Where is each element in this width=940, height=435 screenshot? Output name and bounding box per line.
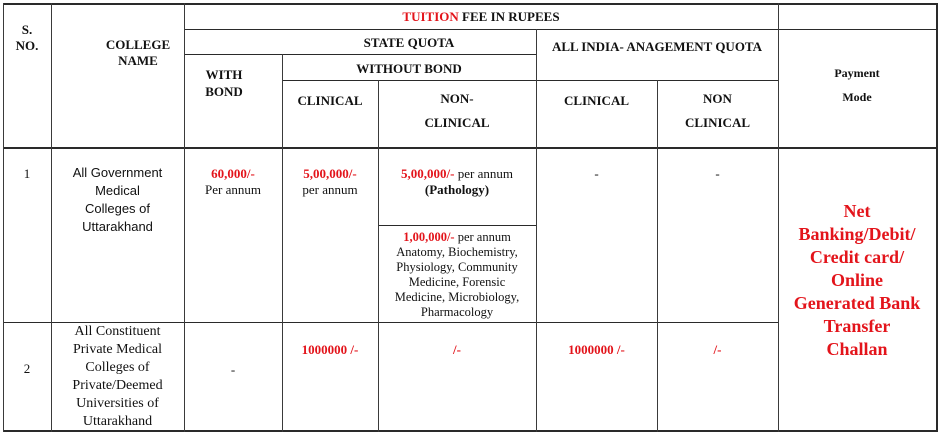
border-below-header [3,147,938,149]
college-name-line: Universities of [76,396,159,411]
header-ai-clinical: CLINICAL [563,93,629,108]
payment-line: Credit card/ [809,247,905,267]
border-after-state-quota [536,29,537,432]
header-fee-in-rupees: FEE IN RUPEES [458,9,560,24]
college-name-line: Colleges of [85,360,150,375]
header-payment-line: Mode [842,90,872,104]
row-2-college-name [51,323,184,431]
college-name-line: Uttarakhand [82,219,153,234]
with-bond-unit: Per annum [205,182,261,197]
pathology-amount: 5,00,000/- [401,166,455,181]
row-2-with-bond: - [230,362,236,377]
college-name-line: All Constituent [74,324,161,339]
header-sno-line: NO. [15,38,39,53]
header-state-non-clinical [378,87,536,135]
payment-mode-value [778,200,936,361]
header-college-line: COLLEGE [105,37,171,52]
border-below-without-bond [282,80,536,81]
state-clinical-unit: per annum [302,182,358,197]
header-state-non-clinical-line: NON- [440,91,474,106]
header-payment-mode [778,61,936,109]
header-sno [3,22,51,54]
subjects-line: Anatomy, Biochemistry, [396,245,518,259]
header-payment-line: Payment [834,66,880,80]
row-1-ai-clinical: - [594,166,599,181]
college-name-line: Colleges of [84,201,151,216]
header-tuition-fee [184,9,778,25]
header-tuition-word: TUITION [402,9,459,24]
header-state-quota: STATE QUOTA [363,35,455,50]
row-2-ai-non-clinical: /- [713,342,722,357]
subjects-line: Medicine, Forensic [408,275,506,289]
header-without-bond: WITHOUT BOND [356,61,462,76]
header-with-bond-line: WITH [205,67,243,82]
others-amount: 1,00,000/- [403,230,455,244]
header-college-line: NAME [118,53,158,68]
payment-line: Net [843,201,871,221]
header-all-india-quota: ALL INDIA- ANAGEMENT QUOTA [551,39,763,54]
pathology-subject: (Pathology) [424,182,490,197]
header-state-non-clinical-line: CLINICAL [424,115,490,130]
border-below-state-quota [184,54,536,55]
with-bond-amount: 60,000/- [211,166,255,181]
border-after-with-bond [282,54,283,432]
state-clinical-amount: 5,00,000/- [303,166,357,181]
college-name-line: Medical [95,183,140,198]
payment-line: Transfer [823,316,891,336]
header-with-bond-line: BOND [205,84,243,99]
header-state-clinical: CLINICAL [297,93,363,108]
row-1-state-clinical [282,166,378,198]
row-1-state-non-clinical-pathology [378,166,536,198]
subjects-line: Physiology, Community [396,260,518,274]
payment-line: Challan [826,339,888,359]
row-2-ai-clinical: 1000000 /- [568,342,625,357]
college-name-line: Private/Deemed [72,378,163,393]
border-top [3,3,938,5]
row-1-with-bond [184,166,282,198]
payment-line: Online [830,270,883,290]
header-college-name [90,37,186,69]
header-ai-non-clinical [657,87,778,135]
college-name-line: All Government [72,165,163,180]
row-1-college-name [51,164,184,236]
border-right [936,3,938,432]
row-1-ai-non-clinical: - [715,166,720,181]
border-non-clinical-split [378,225,536,226]
college-name-line: Uttarakhand [82,414,153,429]
header-sno-line: S. [21,22,33,37]
header-ai-non-clinical-line: CLINICAL [684,115,750,130]
subjects-line: Medicine, Microbiology, [394,290,520,304]
row-2-state-clinical: 1000000 /- [301,342,359,357]
payment-line: Generated Bank [793,293,921,313]
row-2-sno: 2 [23,361,31,376]
subjects-line: Pharmacology [420,305,494,319]
payment-line: Banking/Debit/ [798,224,916,244]
others-unit: per annum [454,230,511,244]
pathology-unit: per annum [454,166,513,181]
row-2-state-non-clinical: /- [453,342,461,357]
border-below-tuition-title [184,29,938,30]
row-1-state-non-clinical-others [378,230,536,320]
row-1-sno: 1 [23,166,31,181]
header-ai-non-clinical-line: NON [703,91,732,106]
college-name-line: Private Medical [72,342,163,357]
header-with-bond [184,66,264,100]
